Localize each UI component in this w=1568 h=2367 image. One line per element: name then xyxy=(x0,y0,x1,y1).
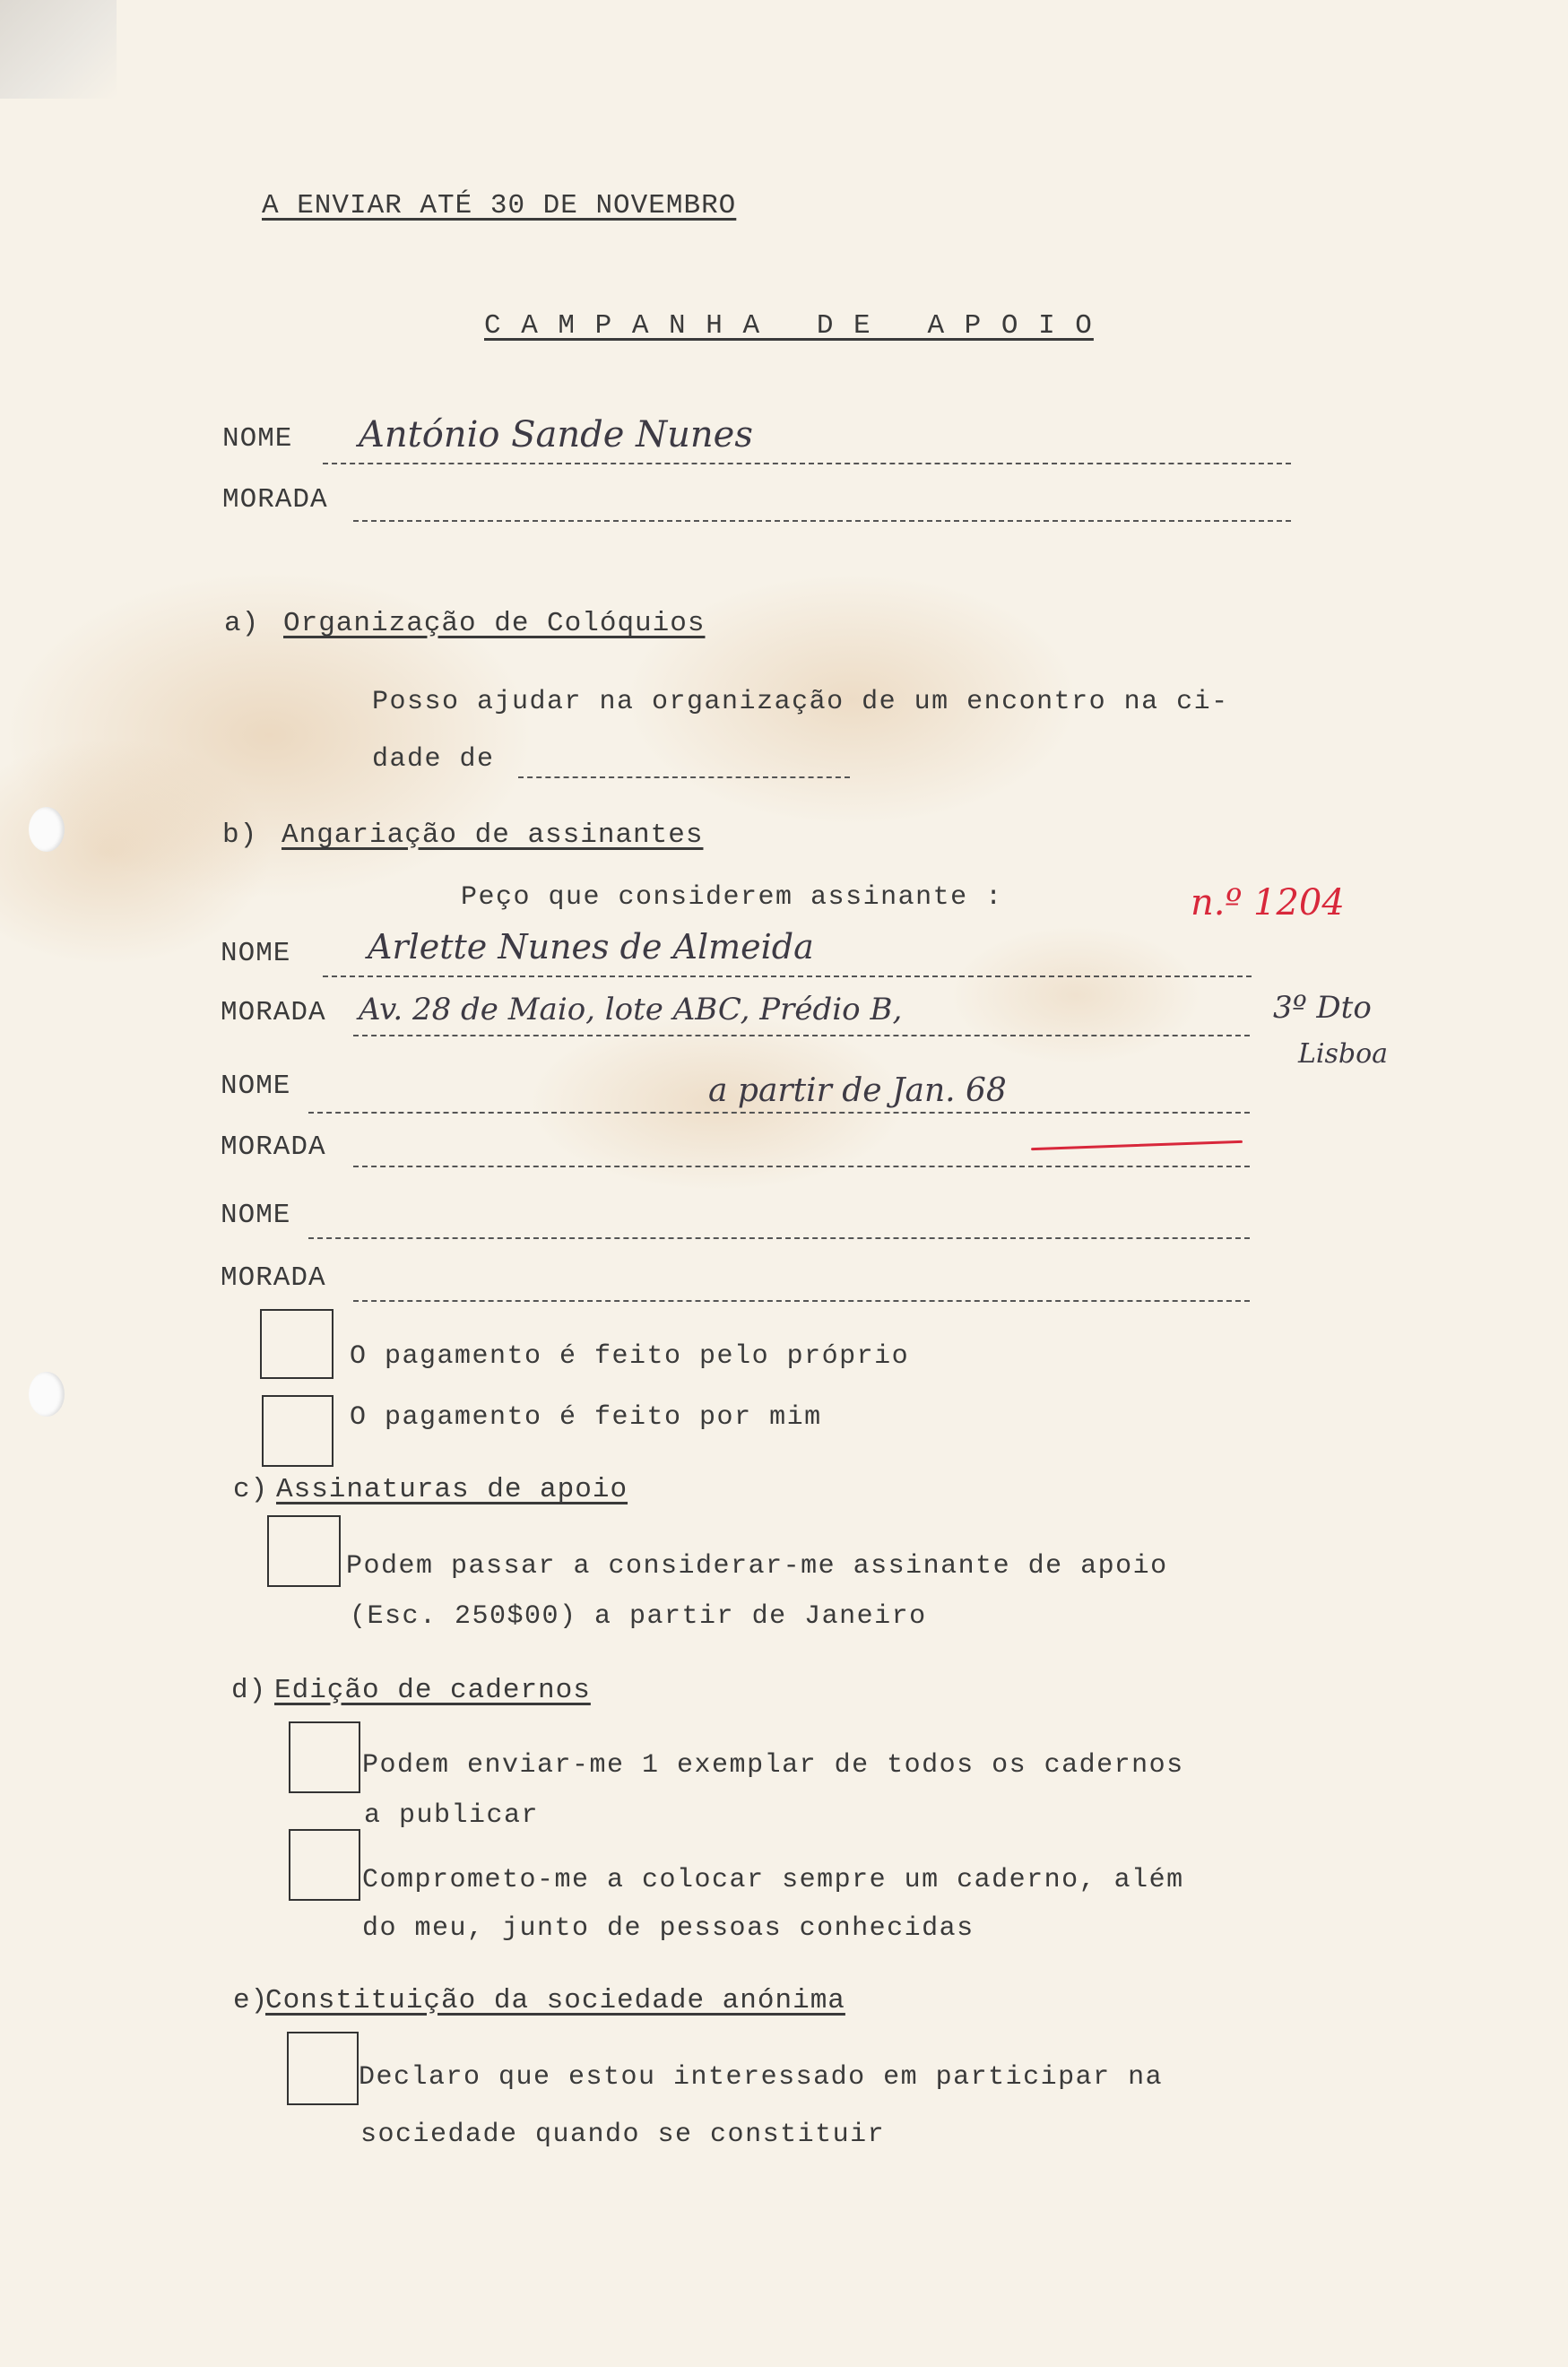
subscriber2-address-label: MORADA xyxy=(221,1131,326,1163)
subscriber1-address-label: MORADA xyxy=(221,997,326,1028)
payment-self-checkbox[interactable] xyxy=(260,1309,334,1379)
subscriber3-address-line[interactable] xyxy=(353,1300,1250,1302)
sender-name-label: NOME xyxy=(222,423,293,455)
form-title: C A M P A N H A D E A P O I O xyxy=(484,310,1094,342)
section-c-text-line2: (Esc. 250$00) a partir de Janeiro xyxy=(350,1601,927,1632)
subscriber2-name-line[interactable] xyxy=(308,1112,1250,1114)
section-a-text-line2: dade de xyxy=(372,744,495,775)
reference-number-note: n.º 1204 xyxy=(1191,882,1345,923)
section-d-heading: Edição de cadernos xyxy=(274,1675,591,1706)
section-b-intro: Peço que considerem assinante : xyxy=(461,882,1003,913)
subscriber1-name-handwritten: Arlette Nunes de Almeida xyxy=(368,927,814,967)
payment-self-label: O pagamento é feito pelo próprio xyxy=(350,1341,910,1372)
subscriber2-address-line[interactable] xyxy=(353,1166,1250,1167)
section-a-prefix: a) xyxy=(224,608,260,639)
distribute-copies-checkbox[interactable] xyxy=(289,1829,360,1901)
payment-me-label: O pagamento é feito por mim xyxy=(350,1402,822,1433)
section-d-option2-line1: Comprometo-me a colocar sempre um caderno, além xyxy=(362,1865,1184,1895)
subscriber3-name-label: NOME xyxy=(221,1200,291,1231)
receive-copies-checkbox[interactable] xyxy=(289,1721,360,1793)
subscriber3-name-line[interactable] xyxy=(308,1237,1250,1239)
section-c-heading: Assinaturas de apoio xyxy=(276,1474,628,1505)
section-a-text-line1: Posso ajudar na organização de um encontro na ci- xyxy=(372,687,1229,717)
torn-corner xyxy=(0,0,117,99)
section-a-heading: Organização de Colóquios xyxy=(283,608,706,639)
city-line[interactable] xyxy=(518,776,850,778)
section-e-text-line2: sociedade quando se constituir xyxy=(360,2120,886,2150)
section-c-text-line1: Podem passar a considerar-me assinante de apoio xyxy=(346,1551,1168,1582)
punch-hole-bottom xyxy=(29,1372,65,1417)
payment-me-checkbox[interactable] xyxy=(262,1395,334,1467)
subscriber1-name-label: NOME xyxy=(221,938,291,969)
red-underline-mark xyxy=(1031,1140,1243,1150)
section-e-heading: Constituição da sociedade anónima xyxy=(265,1985,845,2016)
sender-address-label: MORADA xyxy=(222,484,328,516)
section-e-text-line1: Declaro que estou interessado em participar na xyxy=(359,2062,1164,2093)
section-b-prefix: b) xyxy=(222,819,258,851)
deadline-notice: A ENVIAR ATÉ 30 DE NOVEMBRO xyxy=(262,190,737,221)
subscriber1-address-floor: 3º Dto xyxy=(1273,990,1372,1026)
subscriber1-address-handwritten: Av. 28 de Maio, lote ABC, Prédio B, xyxy=(359,992,903,1027)
section-e-prefix: e) xyxy=(233,1985,269,2016)
sender-name-line[interactable] xyxy=(323,463,1291,464)
subscriber1-city: Lisboa xyxy=(1298,1038,1389,1070)
company-participation-checkbox[interactable] xyxy=(287,2032,359,2105)
subscriber1-address-line[interactable] xyxy=(353,1035,1250,1036)
sender-name-handwritten: António Sande Nunes xyxy=(359,414,753,455)
section-c-prefix: c) xyxy=(233,1474,269,1505)
support-subscription-checkbox[interactable] xyxy=(267,1515,341,1587)
section-b-heading: Angariação de assinantes xyxy=(282,819,704,851)
section-d-option1-line1: Podem enviar-me 1 exemplar de todos os cadernos xyxy=(362,1750,1184,1781)
section-d-option2-line2: do meu, junto de pessoas conhecidas xyxy=(362,1913,975,1944)
section-d-prefix: d) xyxy=(231,1675,267,1706)
punch-hole-top xyxy=(29,807,65,852)
subscriber1-name-line[interactable] xyxy=(323,975,1252,977)
subscriber3-address-label: MORADA xyxy=(221,1262,326,1294)
section-d-option1-line2: a publicar xyxy=(364,1800,540,1831)
start-date-note: a partir de Jan. 68 xyxy=(708,1072,1007,1109)
sender-address-line[interactable] xyxy=(353,520,1291,522)
subscriber2-name-label: NOME xyxy=(221,1071,291,1102)
